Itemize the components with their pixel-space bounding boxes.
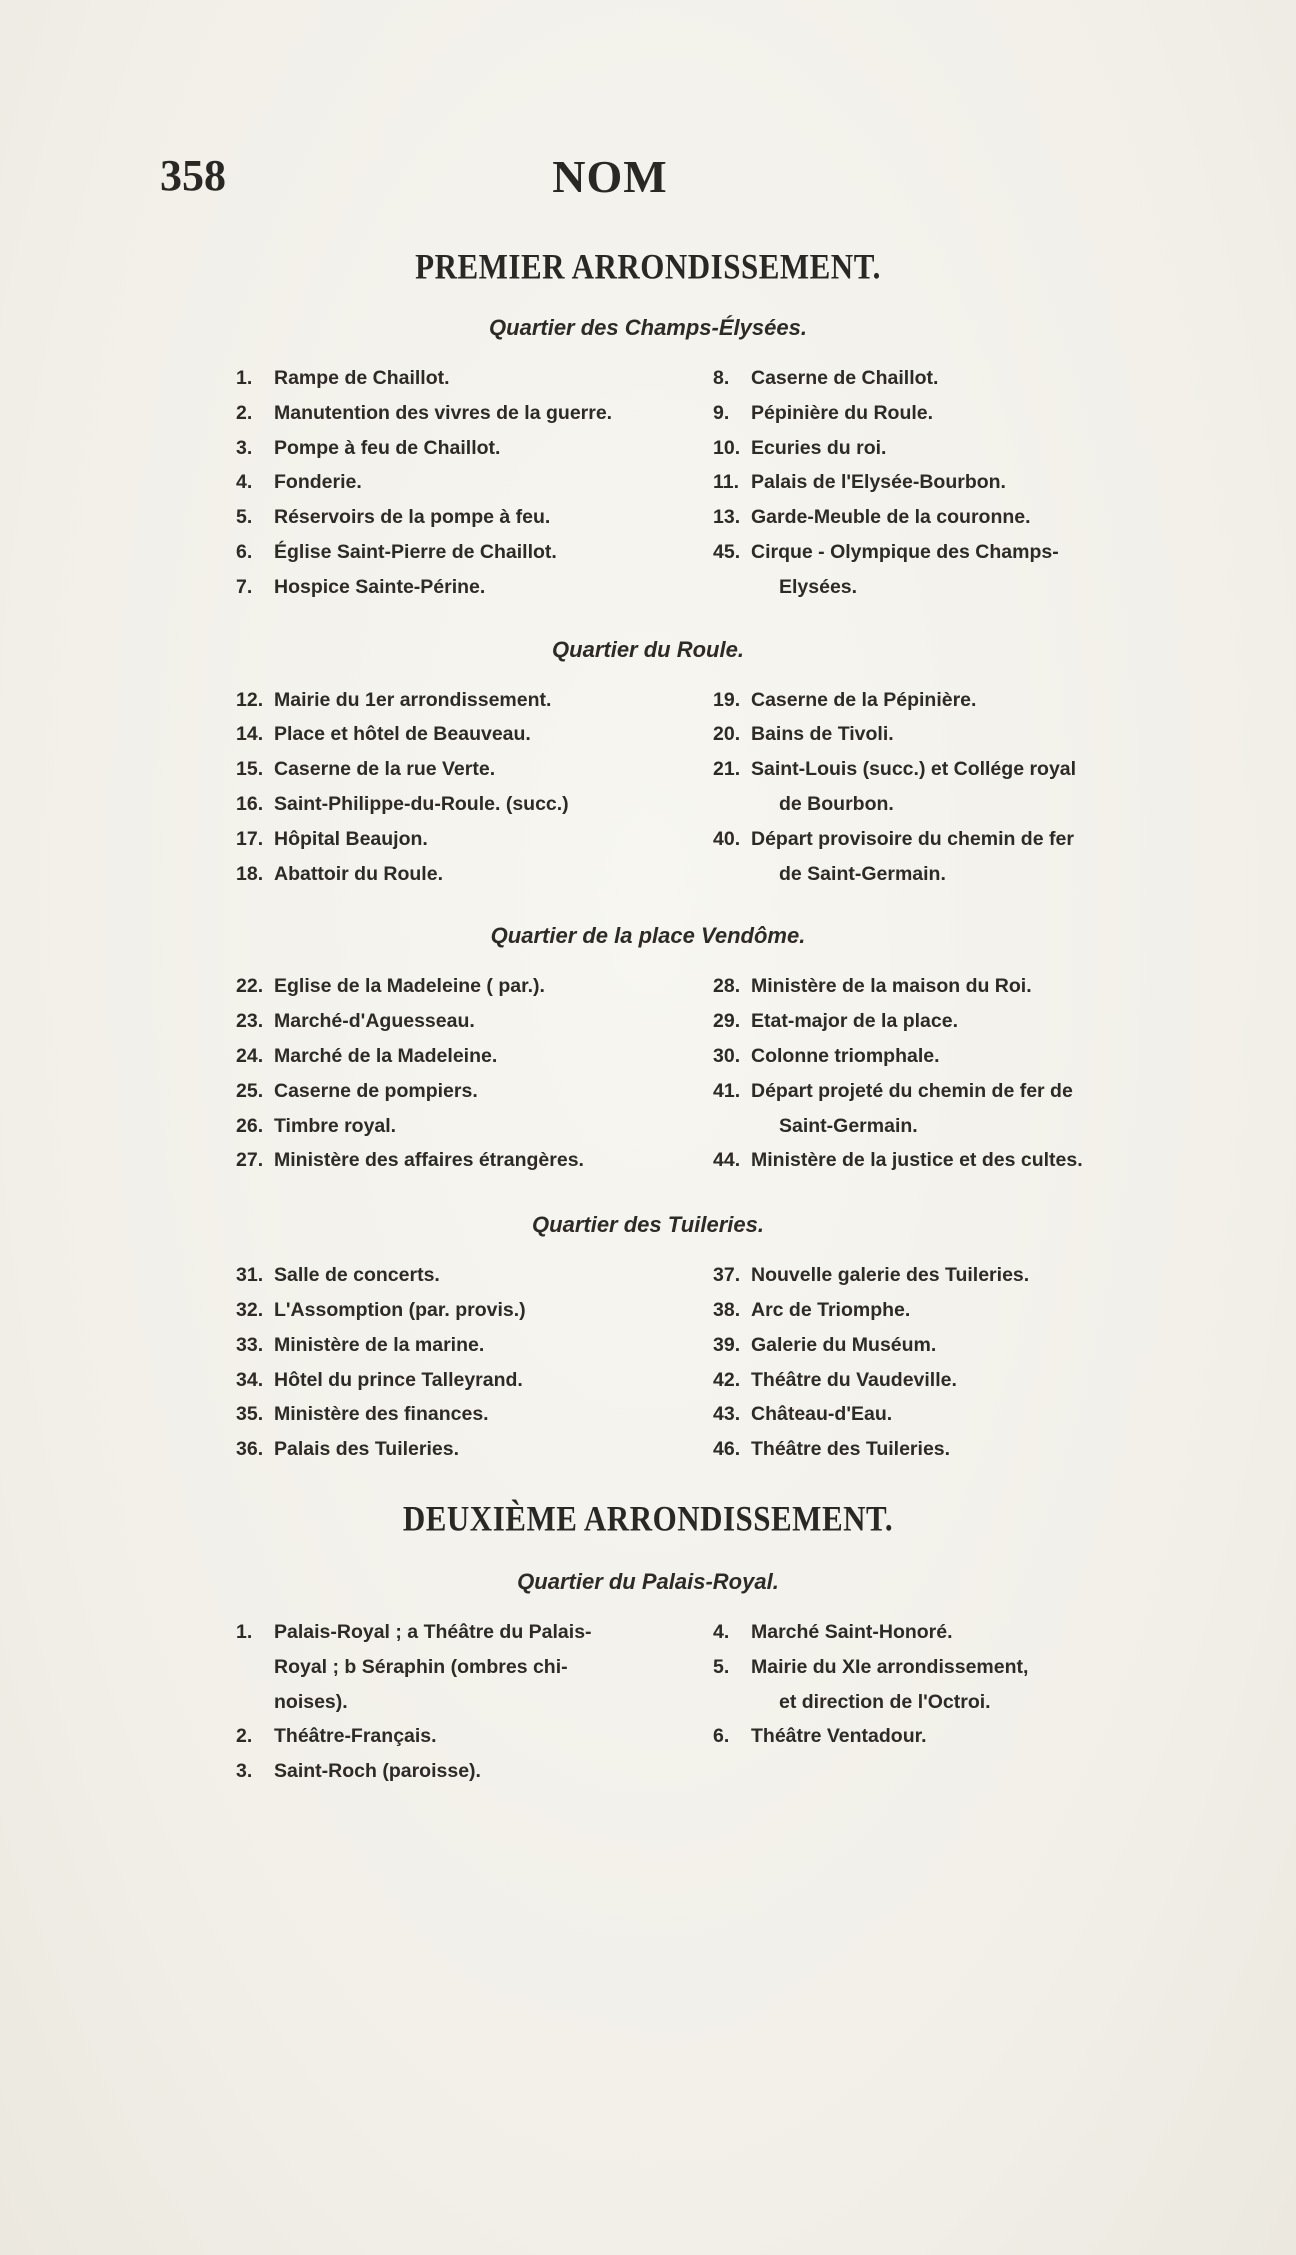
list-item: [713, 396, 1213, 431]
item-text: Caserne de Chaillot.: [751, 367, 939, 389]
quartier-title: Quartier du Roule.: [552, 636, 744, 662]
list-item: [236, 1004, 711, 1039]
item-text: Château-d'Eau.: [751, 1403, 893, 1426]
item-number: 8.: [713, 367, 730, 389]
item-number: 5.: [236, 506, 253, 529]
item-text: Marché-d'Aguesseau.: [274, 1010, 475, 1033]
list-item: [236, 570, 711, 605]
item-number: 1.: [236, 367, 253, 389]
page-header: [160, 150, 1060, 210]
item-number: 6.: [236, 540, 253, 563]
item-text: Théâtre des Tuileries.: [751, 1438, 951, 1461]
list-item: [236, 717, 711, 752]
item-number: 3.: [236, 1760, 253, 1783]
item-text: Ministère de la maison du Roi.: [751, 975, 1032, 998]
item-number: 36.: [236, 1438, 264, 1461]
item-number: 11.: [713, 471, 740, 494]
arrondissement-title: PREMIER ARRONDISSEMENT.: [415, 246, 881, 287]
list-item: [236, 1719, 711, 1754]
item-text: Église Saint-Pierre de Chaillot.: [274, 540, 557, 563]
item-text-continued: Elysées.: [779, 575, 858, 598]
list-item: [713, 535, 1213, 605]
quartier-title: Quartier des Tuileries.: [532, 1212, 764, 1238]
item-number: 5.: [713, 1655, 730, 1678]
list-item: [713, 1397, 1213, 1432]
item-text: Timbre royal.: [274, 1114, 397, 1137]
right-column: [713, 1615, 1213, 1754]
list-item: [713, 1074, 1213, 1144]
item-text: Fonderie.: [274, 471, 362, 494]
item-number: 27.: [236, 1149, 264, 1172]
list-item: [713, 969, 1213, 1004]
item-number: 17.: [236, 827, 264, 850]
quartier-listing: [0, 1615, 1296, 1789]
item-number: 19.: [713, 688, 741, 711]
list-item: [236, 822, 711, 857]
list-item: [236, 396, 711, 431]
item-number: 20.: [713, 723, 741, 746]
page-number: 358: [160, 151, 226, 200]
left-column: [236, 1258, 711, 1467]
item-text: Marché Saint-Honoré.: [751, 1620, 953, 1643]
left-column: [236, 683, 711, 892]
item-text: Hôtel du prince Talleyrand.: [274, 1368, 523, 1391]
item-text: Garde-Meuble de la couronne.: [751, 506, 1031, 529]
item-text: Cirque - Olympique des Champs-: [751, 540, 1059, 563]
item-text: Départ projeté du chemin de fer de: [751, 1079, 1073, 1102]
item-text: Ministère des finances.: [274, 1403, 489, 1426]
item-text-continued: de Saint-Germain.: [779, 862, 946, 885]
item-number: 33.: [236, 1333, 264, 1356]
list-item: [236, 1328, 711, 1363]
item-text: Eglise de la Madeleine ( par.).: [274, 975, 545, 998]
list-item: [236, 1293, 711, 1328]
list-item: [236, 752, 711, 787]
list-item: [236, 1074, 711, 1109]
item-text: Mairie du 1er arrondissement.: [274, 688, 552, 711]
item-number: 26.: [236, 1114, 264, 1137]
item-text: Ecuries du roi.: [751, 436, 887, 459]
right-column: [713, 683, 1213, 892]
item-text: Théâtre Ventadour.: [751, 1725, 927, 1748]
item-number: 35.: [236, 1403, 264, 1426]
item-text: Pompe à feu de Chaillot.: [274, 436, 501, 459]
list-item: [236, 465, 711, 500]
list-item: [713, 1363, 1213, 1398]
item-number: 4.: [713, 1620, 730, 1643]
list-item: [713, 1650, 1213, 1720]
list-item: [236, 787, 711, 822]
item-number: 2.: [236, 1725, 253, 1748]
item-number: 34.: [236, 1368, 264, 1391]
item-number: 29.: [713, 1010, 741, 1033]
item-text-continued: Saint-Germain.: [779, 1114, 918, 1137]
item-number: 16.: [236, 792, 264, 815]
item-number: 39.: [713, 1333, 741, 1356]
list-item: [236, 1754, 711, 1789]
list-item: [713, 1432, 1213, 1467]
list-item: [713, 1039, 1213, 1074]
item-text: Hospice Sainte-Périne.: [274, 575, 486, 598]
item-number: 28.: [713, 975, 741, 998]
arrondissement-section: [0, 245, 1296, 1467]
item-text: Théâtre du Vaudeville.: [751, 1368, 957, 1391]
list-item: [236, 683, 711, 718]
list-item: [713, 1258, 1213, 1293]
list-item: [236, 1397, 711, 1432]
item-number: 4.: [236, 471, 253, 494]
list-item: [713, 1143, 1213, 1178]
list-item: [236, 969, 711, 1004]
left-column: [236, 969, 711, 1178]
item-text: Manutention des vivres de la guerre.: [274, 401, 613, 424]
item-text: Bains de Tivoli.: [751, 723, 894, 746]
item-text: Caserne de pompiers.: [274, 1079, 478, 1102]
list-item: [713, 717, 1213, 752]
running-title: NOM: [552, 151, 668, 202]
item-number: 31.: [236, 1264, 264, 1287]
item-text: Etat-major de la place.: [751, 1010, 958, 1033]
item-text: Saint-Roch (paroisse).: [274, 1760, 481, 1783]
arrondissement-title: DEUXIÈME ARRONDISSEMENT.: [402, 1498, 894, 1539]
item-number: 25.: [236, 1079, 264, 1102]
list-item: [236, 857, 711, 892]
item-text: Ministère des affaires étrangères.: [274, 1149, 584, 1172]
item-text-continued: et direction de l'Octroi.: [779, 1690, 991, 1713]
arrondissement-section: [0, 1497, 1296, 1789]
page-body: [0, 245, 1296, 1789]
item-number: 12.: [236, 688, 264, 711]
quartier-title: Quartier des Champs-Élysées.: [489, 315, 807, 340]
item-text: Hôpital Beaujon.: [274, 827, 428, 850]
item-number: 41.: [713, 1079, 741, 1102]
item-text: Palais-Royal ; a Théâtre du Palais-: [274, 1620, 592, 1643]
list-item: [236, 1039, 711, 1074]
quartier-title: Quartier du Palais-Royal.: [517, 1568, 779, 1594]
item-text: Saint-Louis (succ.) et Collége royal: [751, 758, 1077, 781]
item-number: 24.: [236, 1044, 264, 1067]
item-number: 46.: [713, 1438, 741, 1461]
item-text: Réservoirs de la pompe à feu.: [274, 506, 551, 529]
list-item: [713, 1293, 1213, 1328]
item-text: Palais des Tuileries.: [274, 1438, 459, 1461]
item-text-continued: de Bourbon.: [779, 792, 894, 815]
list-item: [713, 683, 1213, 718]
item-text: Place et hôtel de Beauveau.: [274, 723, 531, 746]
item-text: Départ provisoire du chemin de fer: [751, 827, 1074, 850]
item-number: 9.: [713, 401, 730, 424]
item-text: Caserne de la rue Verte.: [274, 758, 496, 781]
item-number: 18.: [236, 862, 264, 885]
item-number: 1.: [236, 1620, 253, 1643]
item-text-continued: Royal ; b Séraphin (ombres chi-: [274, 1655, 568, 1678]
item-number: 10.: [713, 436, 741, 459]
list-item: [236, 1258, 711, 1293]
item-number: 45.: [713, 540, 741, 563]
list-item: [713, 1719, 1213, 1754]
right-column: [713, 361, 1213, 605]
item-text: Colonne triomphale.: [751, 1044, 940, 1067]
item-text: Caserne de la Pépinière.: [751, 688, 977, 711]
item-text-continued: noises).: [274, 1690, 348, 1713]
list-item: [713, 1328, 1213, 1363]
item-text: L'Assomption (par. provis.): [274, 1298, 526, 1321]
item-text: Palais de l'Elysée-Bourbon.: [751, 471, 1006, 494]
list-item: [236, 1143, 711, 1178]
item-number: 32.: [236, 1298, 264, 1321]
right-column: [713, 1258, 1213, 1467]
item-number: 37.: [713, 1264, 741, 1287]
list-item: [713, 361, 1213, 396]
quartier-title: Quartier de la place Vendôme.: [490, 923, 806, 949]
quartier-listing: [0, 969, 1296, 1178]
list-item: [236, 431, 711, 466]
list-item: [236, 1432, 711, 1467]
list-item: [236, 1109, 711, 1144]
list-item: [713, 465, 1213, 500]
item-number: 40.: [713, 827, 741, 850]
item-text: Galerie du Muséum.: [751, 1333, 937, 1356]
list-item: [713, 822, 1213, 892]
item-number: 30.: [713, 1044, 741, 1067]
item-text: Ministère de la justice et des cultes.: [751, 1149, 1083, 1172]
list-item: [236, 1363, 711, 1398]
list-item: [236, 535, 711, 570]
item-text: Salle de concerts.: [274, 1264, 440, 1287]
left-column: [236, 1615, 711, 1789]
item-number: 13.: [713, 506, 741, 529]
list-item: [236, 500, 711, 535]
item-number: 2.: [236, 401, 253, 424]
item-number: 42.: [713, 1368, 741, 1391]
item-number: 6.: [713, 1725, 730, 1748]
item-text: Abattoir du Roule.: [274, 862, 443, 885]
list-item: [236, 361, 711, 396]
item-number: 44.: [713, 1149, 741, 1172]
item-number: 38.: [713, 1298, 741, 1321]
item-text: Arc de Triomphe.: [751, 1298, 911, 1321]
item-text: Saint-Philippe-du-Roule. (succ.): [274, 792, 569, 815]
list-item: [713, 431, 1213, 466]
quartier-listing: [0, 361, 1296, 605]
item-text: Pépinière du Roule.: [751, 401, 934, 424]
list-item: [713, 1615, 1213, 1650]
right-column: [713, 969, 1213, 1178]
item-text: Théâtre-Français.: [274, 1725, 437, 1748]
item-number: 43.: [713, 1403, 741, 1426]
item-number: 22.: [236, 975, 264, 998]
item-number: 3.: [236, 436, 253, 459]
item-number: 21.: [713, 758, 741, 781]
list-item: [713, 500, 1213, 535]
quartier-listing: [0, 1258, 1296, 1467]
item-number: 7.: [236, 575, 253, 598]
item-number: 14.: [236, 723, 264, 746]
item-text: Rampe de Chaillot.: [274, 367, 450, 389]
left-column: [236, 361, 711, 605]
item-text: Mairie du XIe arrondissement,: [751, 1655, 1029, 1678]
item-text: Marché de la Madeleine.: [274, 1044, 498, 1067]
quartier-listing: [0, 683, 1296, 892]
list-item: [236, 1615, 711, 1719]
item-number: 15.: [236, 758, 264, 781]
item-number: 23.: [236, 1010, 264, 1033]
list-item: [713, 1004, 1213, 1039]
item-text: Nouvelle galerie des Tuileries.: [751, 1264, 1030, 1287]
item-text: Ministère de la marine.: [274, 1333, 485, 1356]
list-item: [713, 752, 1213, 822]
